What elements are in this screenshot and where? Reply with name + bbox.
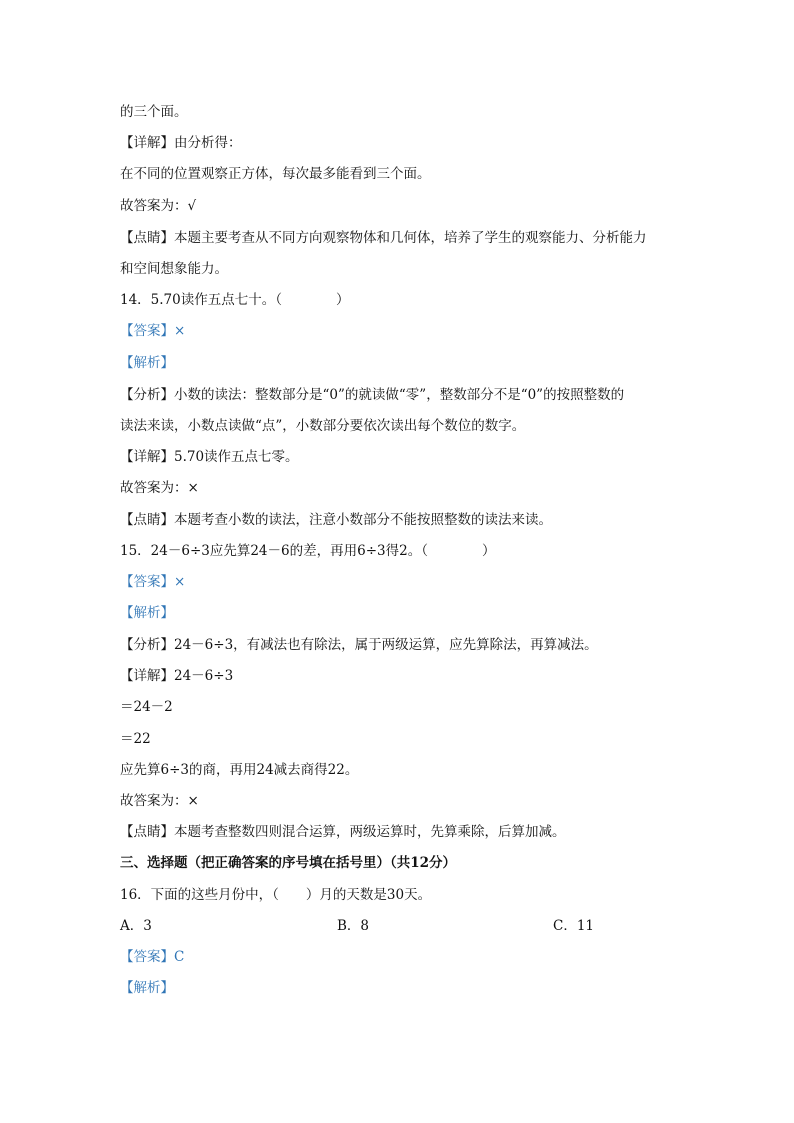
answer-label-14: 【答案】× <box>120 323 186 339</box>
answer-conclusion-line: 故答案为：× <box>120 793 199 809</box>
comment-line: 【点睛】本题主要考查从不同方向观察物体和几何体，培养了学生的观察能力、分析能力 <box>120 230 647 246</box>
answer-label-16: 【答案】C <box>120 949 185 965</box>
analysis-label-15: 【解析】 <box>120 605 174 621</box>
detail-label-line: 【详解】由分析得： <box>120 135 242 151</box>
question-15: 15．24－6÷3应先算24－6的差，再用6÷3得2。（ ） <box>120 543 496 559</box>
text-line: 的三个面。 <box>120 104 188 120</box>
detail-line: 【详解】24－6÷3 <box>120 668 234 684</box>
calc-line: ＝22 <box>120 731 151 747</box>
detail-line: 【详解】5.70读作五点七零。 <box>120 449 299 465</box>
answer-conclusion-line: 故答案为：√ <box>120 198 197 214</box>
analysis-line: 【分析】小数的读法：整数部分是“0”的就读做“零”，整数部分不是“0”的按照整数的 <box>120 387 625 403</box>
question-16: 16．下面的这些月份中，（ ）月的天数是30天。 <box>120 887 432 903</box>
analysis-line: 读法来读，小数点读做“点”，小数部分要依次读出每个数位的数字。 <box>120 418 526 434</box>
text-line: 在不同的位置观察正方体，每次最多能看到三个面。 <box>120 166 431 182</box>
text-line: 应先算6÷3的商，再用24减去商得22。 <box>120 762 359 778</box>
question-14: 14．5.70读作五点七十。（ ） <box>120 292 350 308</box>
answer-label-15: 【答案】× <box>120 574 186 590</box>
option-b: B．8 <box>337 918 370 934</box>
section-heading: 三、选择题（把正确答案的序号填在括号里）（共12分） <box>120 855 457 871</box>
text-line: 和空间想象能力。 <box>120 261 228 277</box>
analysis-label-14: 【解析】 <box>120 355 174 371</box>
calc-line: ＝24－2 <box>120 699 173 715</box>
option-c: C．11 <box>553 918 595 934</box>
analysis-line: 【分析】24－6÷3，有减法也有除法，属于两级运算，应先算除法，再算减法。 <box>120 637 598 653</box>
analysis-label-16: 【解析】 <box>120 980 174 996</box>
comment-line: 【点睛】本题考查小数的读法，注意小数部分不能按照整数的读法来读。 <box>120 512 552 528</box>
comment-line: 【点睛】本题考查整数四则混合运算，两级运算时，先算乘除，后算加减。 <box>120 824 566 840</box>
option-a: A．3 <box>120 918 152 934</box>
answer-conclusion-line: 故答案为：× <box>120 480 199 496</box>
